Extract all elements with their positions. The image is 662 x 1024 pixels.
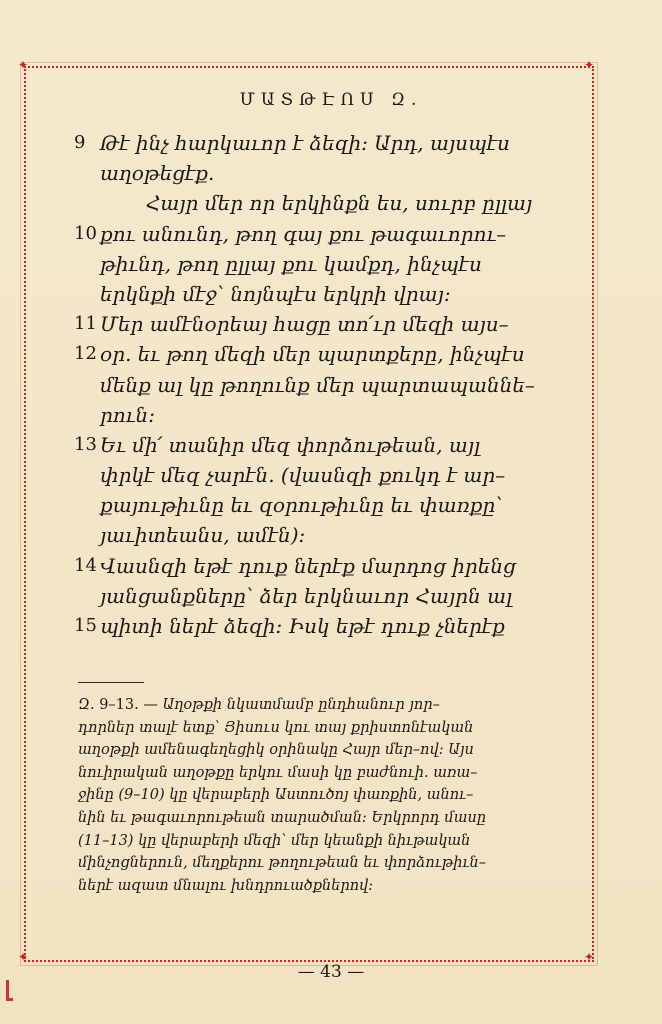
footnote-rule [78, 682, 144, 683]
footnote-line: մինչոցներուն, մեղքերու թողութեան եւ փորձութիւն– [78, 855, 486, 872]
verse-number: 11 [74, 313, 97, 335]
verse-line [60, 611, 560, 641]
verse-line [60, 128, 560, 158]
verse-number: 13 [74, 433, 97, 455]
footnote-line [78, 694, 548, 717]
running-head: ՄԱՏԹԷՈՍ Զ. [239, 90, 423, 110]
verse-block [60, 128, 560, 641]
footnote-ref: Զ. 9–13. [78, 697, 139, 713]
verse-text: Վասնզի եթէ դուք ներէք մարդոց իրենց [100, 553, 516, 578]
footnote-line: (11–13) կը վերաբերի մեզի՝ մեր կեանքի նիւթական [78, 832, 471, 849]
verse-text: քու անունդ, թող գայ քու թագաւորու– [100, 221, 507, 246]
footnote-line: դորներ տալէ ետք՝ Յիսուս կու տայ քրիստոնէական [78, 719, 474, 736]
footnote-line: աղօթքի ամենագեղեցիկ օրինակը Հայր մեր–ով։ Այս [78, 742, 474, 759]
verse-line [60, 249, 560, 279]
verse-line [60, 219, 560, 249]
verse-text: երկնքի մէջ՝ նոյնպէս երկրի վրայ։ [100, 281, 451, 306]
verse-line [60, 490, 560, 520]
verse-line [60, 370, 560, 400]
verse-number: 14 [74, 554, 97, 576]
verse-line [60, 339, 560, 369]
verse-text: աղօթեցէք. [100, 161, 215, 186]
verse-number: 15 [74, 615, 97, 636]
corner-ornament-icon: ✦ [18, 58, 29, 72]
footnote-line: ջինը (9–10) կը վերաբերի Աստուծոյ փառքին, անու– [78, 787, 474, 804]
corner-ornament-icon: ✦ [18, 950, 29, 964]
bookmark-mark [6, 980, 13, 1001]
verse-text: յանցանքները՝ ձեր երկնաւոր Հայրն ալ [100, 583, 513, 608]
verse-line [60, 279, 560, 309]
verse-text: Թէ ինչ հարկաւոր է ձեզի։ Արդ, այսպէս [100, 131, 510, 155]
verse-text: փրկէ մեզ չարէն. (վասնզի քուկդ է ար– [100, 463, 506, 488]
verse-line [60, 520, 560, 550]
verse-line [60, 581, 560, 611]
footnote-text: — Աղօթքի նկատմամբ ընդհանուր յոր– [143, 697, 440, 713]
verse-text: թիւնդ, թող ըլլայ քու կամքդ, ինչպէս [100, 251, 482, 276]
footnote-line: ներէ ազատ մնալու խնդրուածքներով։ [78, 877, 374, 894]
verse-text: Հայր մեր որ երկինքն ես, սուրբ ըլլայ [146, 191, 533, 216]
verse-line [60, 400, 560, 430]
verse-line [60, 309, 560, 339]
verse-line [60, 551, 560, 581]
verse-number: 10 [74, 222, 97, 244]
footnote-line: նուիրական աղօթքը երկու մասի կը բաժնուի. առա– [78, 764, 478, 781]
footnote [78, 694, 548, 897]
verse-text: օր. եւ թող մեզի մեր պարտքերը, ինչպէս [100, 342, 525, 367]
verse-text: յաւիտեանս, ամէն)։ [100, 523, 306, 548]
verse-line [60, 158, 560, 188]
verse-text: րուն։ [100, 402, 156, 427]
verse-number: 12 [74, 343, 97, 365]
verse-text: մենք ալ կը թողունք մեր պարտապաննե– [100, 372, 535, 397]
footnote-line: նին եւ թագաւորութեան տարածման։ Երկրորդ մասը [78, 809, 487, 826]
verse-text: պիտի ներէ ձեզի։ Իսկ եթէ դուք չներէք [100, 614, 505, 638]
corner-ornament-icon: ✦ [584, 950, 595, 964]
verse-line [60, 430, 560, 460]
verse-text: Եւ մի՛ տանիր մեզ փորձութեան, այլ [100, 432, 481, 457]
page-number: — 43 — [297, 962, 365, 982]
verse-line [60, 460, 560, 490]
verse-line [60, 188, 560, 218]
verse-text: քայութիւնը եւ զօրութիւնը եւ փառքը՝ [100, 493, 503, 518]
verse-text: Մեր ամէնօրեայ հացը տո՛ւր մեզի այս– [100, 312, 509, 337]
verse-number: 9 [74, 132, 86, 153]
corner-ornament-icon: ✦ [584, 58, 595, 72]
